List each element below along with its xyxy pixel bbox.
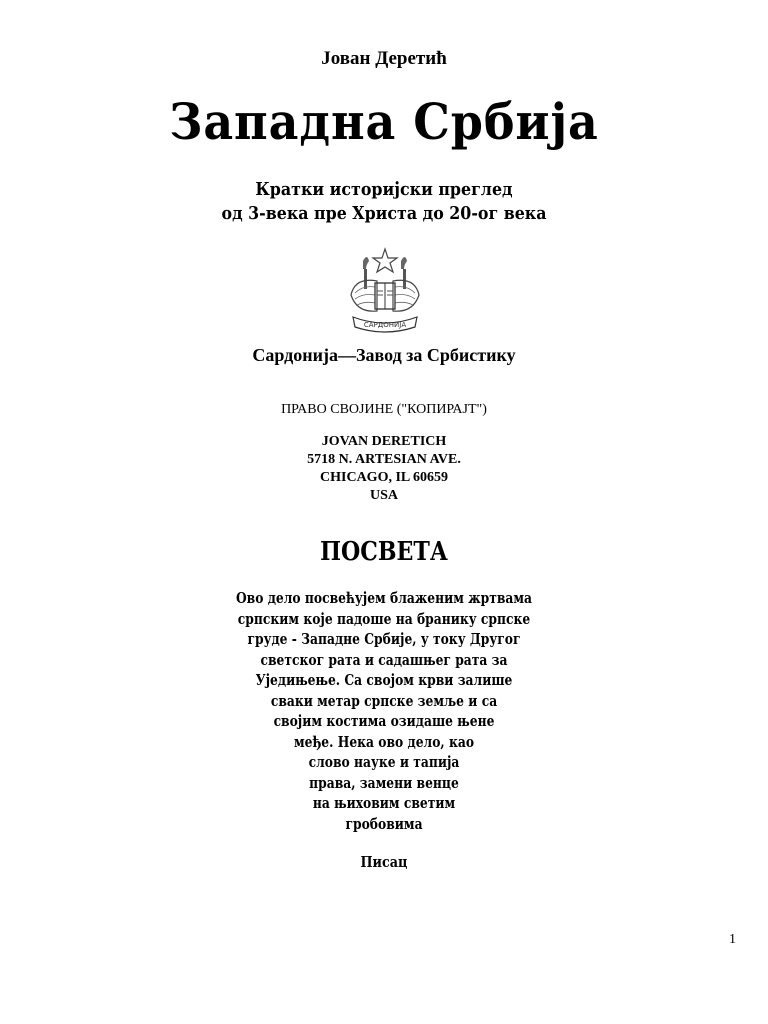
subtitle-line: Кратки историјски преглед <box>255 179 513 200</box>
book-subtitle <box>46 178 722 226</box>
copyright-notice: ПРАВО СВОЈИНЕ ("КОПИРАЈТ") <box>281 402 487 417</box>
dedication-line: гробовима <box>345 814 423 833</box>
author-signature: Писац <box>360 853 408 871</box>
emblem-banner-text: САРДОНИЈА <box>363 321 407 329</box>
dedication-line: права, замени венце <box>309 773 459 792</box>
dedication-text <box>69 588 699 834</box>
sardonia-emblem-icon <box>343 247 427 339</box>
dedication-line: на њиховим светим <box>312 794 456 812</box>
address-line: JOVAN DERETICH <box>321 434 447 449</box>
dedication-line: међе. Нека ово дело, као <box>293 732 475 751</box>
author-name: Јован Деретић <box>321 48 447 69</box>
institute-name: Сардонија—Завод за Србистику <box>252 345 516 365</box>
address-line: 5718 N. ARTESIAN AVE. <box>307 452 461 467</box>
address-line: CHICAGO, IL 60659 <box>320 470 448 485</box>
dedication-line: слово науке и тапија <box>308 753 460 771</box>
address-block <box>0 433 768 505</box>
dedication-line: Ово дело посвећујем блаженим жртвама <box>235 589 533 607</box>
book-title: Западна Србија <box>169 92 599 151</box>
dedication-line: светског рата и садашњег рата за <box>260 650 508 669</box>
dedication-line: српским које падоше на бранику српске <box>237 609 531 628</box>
page-number: 1 <box>729 932 736 947</box>
dedication-line: сваки метар српске земље и са <box>270 691 498 710</box>
dedication-line: груде - Западне Србије, у току Другог <box>247 630 521 648</box>
dedication-line: Уједињење. Са својом крви залише <box>255 671 513 689</box>
dedication-heading: ПОСВЕТА <box>320 537 448 567</box>
address-line: USA <box>369 488 398 503</box>
subtitle-line: од 3-века пре Христа до 20-ог века <box>221 203 547 224</box>
dedication-line: својим костима озидаше њене <box>273 712 495 730</box>
